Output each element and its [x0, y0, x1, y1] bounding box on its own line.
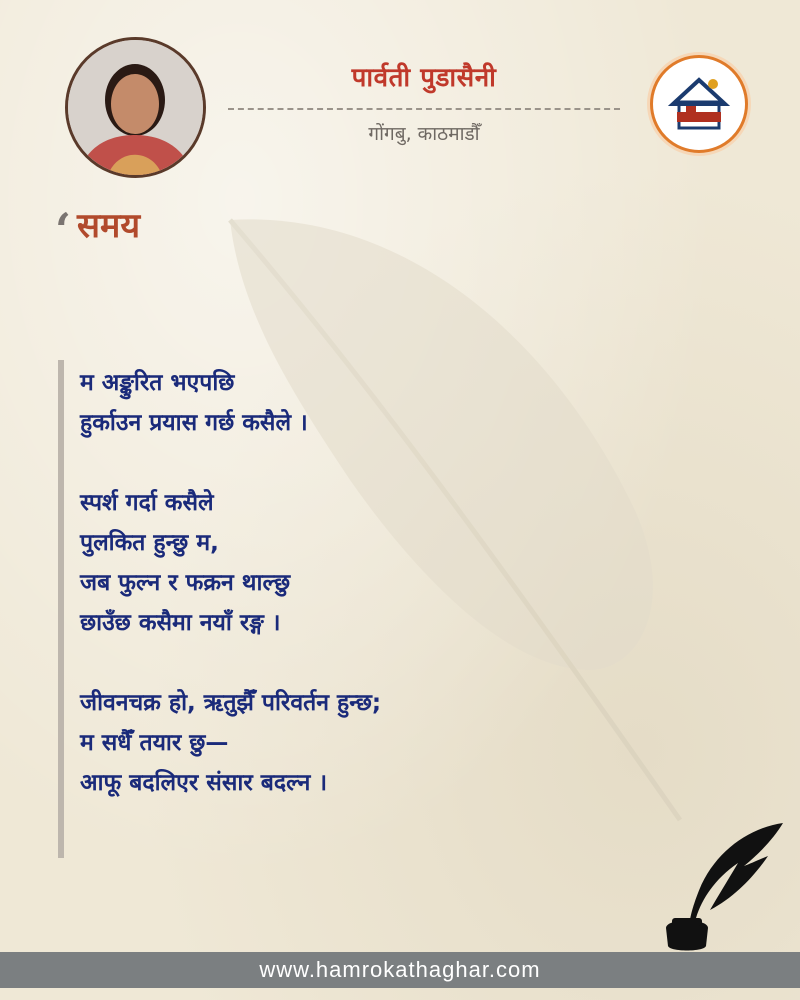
- poem-body: [80, 363, 381, 803]
- house-logo-icon: [653, 58, 745, 150]
- author-place: गोंगबु, काठमाडौँ: [368, 123, 480, 145]
- poem-accent-bar: [58, 360, 64, 858]
- quote-mark-icon: ‘: [55, 203, 72, 257]
- poem-line: जब फुल्न र फक्रन थाल्छु: [80, 570, 291, 596]
- poem-header: [55, 195, 141, 257]
- stanza-gap: [80, 643, 381, 683]
- author-avatar: [65, 37, 206, 178]
- person-portrait-icon: [68, 40, 203, 175]
- author-info: [228, 58, 620, 146]
- poem-line: हुर्काउन प्रयास गर्छ कसैले ।: [80, 410, 308, 436]
- poem-line: स्पर्श गर्दा कसैले: [80, 490, 214, 516]
- poem-title: समय: [77, 206, 141, 246]
- poem-line: आफू बदलिएर संसार बदल्न ।: [80, 770, 328, 796]
- brand-logo: [650, 55, 748, 153]
- poem-line: पुलकित हुन्छु म,: [80, 530, 219, 556]
- poem-line: म सधैँ तयार छु—: [80, 730, 229, 756]
- dashed-divider: [228, 108, 620, 110]
- quill-inkpot-icon: [658, 818, 793, 953]
- stanza-gap: [80, 443, 381, 483]
- poem-line: छाउँछ कसैमा नयाँ रङ्ग ।: [80, 610, 281, 636]
- website-footer: www.hamrokathaghar.com: [0, 952, 800, 988]
- author-name: पार्वती पुडासैनी: [351, 63, 497, 93]
- poem-line: म अङ्कुरित भएपछि: [80, 370, 235, 396]
- poem-line: जीवनचक्र हो, ऋतुझैँ परिवर्तन हुन्छ;: [80, 690, 382, 716]
